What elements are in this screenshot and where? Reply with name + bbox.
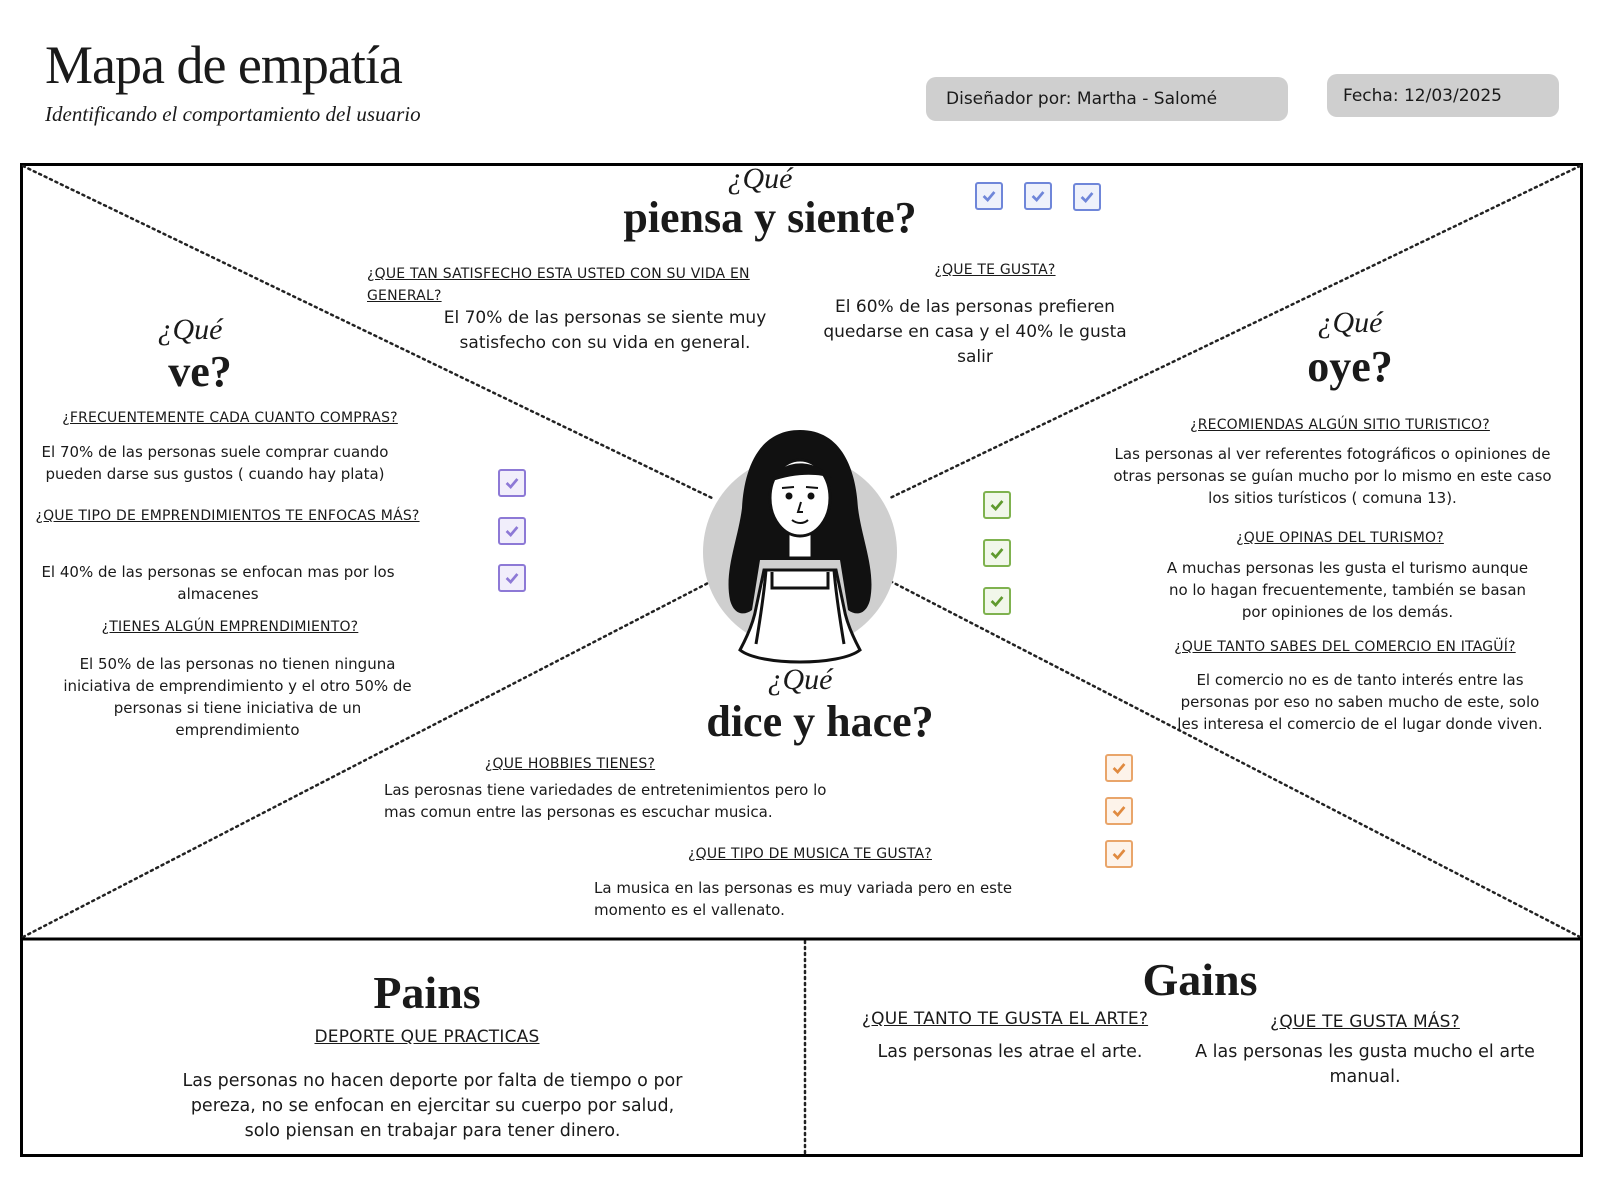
check-icon [1105,797,1133,825]
ve-question-1: ¿FRECUENTEMENTE CADA CUANTO COMPRAS? [62,410,398,426]
dice-que: ¿Qué [767,663,833,696]
pains-question-1: DEPORTE QUE PRACTICAS [314,1027,540,1047]
ve-question-3: ¿TIENES ALGÚN EMPRENDIMIENTO? [101,619,359,635]
piensa-answer-1: El 70% de las personas se siente muy satisfecho con su vida en general. [443,308,767,353]
oye-question-3: ¿QUE TANTO SABES DEL COMERCIO EN ITAGÜÍ? [1174,639,1516,655]
check-icon [1105,840,1133,868]
pains-answer-1: Las personas no hacen deporte por falta de tiempo o por pereza, no se enfocan en ejercitar su cuerpo por salud, solo piensan en trabajar para tener dinero. [182,1071,683,1141]
check-icon [983,587,1011,615]
piensa-que: ¿Qué [727,162,793,195]
piensa-answer-2: El 60% de las personas prefieren quedarse en casa y el 40% le gusta salir [823,297,1127,367]
page-title: Mapa de empatía [45,35,402,95]
pains-title: Pains [373,967,481,1018]
ve-title: ve? [168,347,232,396]
gains-question-1: ¿QUE TANTO TE GUSTA EL ARTE? [861,1009,1149,1029]
oye-answer-2: A muchas personas les gusta el turismo aunque no lo hagan frecuentemente, también se basan por opiniones de los demás. [1166,559,1529,621]
dice-title: dice y hace? [706,697,934,746]
woman-avatar-icon [700,420,900,670]
dice-question-2: ¿QUE TIPO DE MUSICA TE GUSTA? [688,846,932,862]
gains-question-2: ¿QUE TE GUSTA MÁS? [1270,1012,1460,1032]
ve-question-2: ¿QUE TIPO DE EMPRENDIMIENTOS TE ENFOCAS MÁS? [35,508,420,524]
oye-que: ¿Qué [1317,306,1383,339]
oye-title: oye? [1307,342,1393,391]
check-icon [1024,182,1052,210]
piensa-question-2: ¿QUE TE GUSTA? [934,262,1056,278]
page-subtitle: Identificando el comportamiento del usuario [45,102,421,126]
ve-answer-1: El 70% de las personas suele comprar cuando pueden darse sus gustos ( cuando hay plata) [41,443,389,483]
oye-answer-1: Las personas al ver referentes fotográficos o opiniones de otras personas se guían mucho por lo mismo en este caso los sitios turísticos ( comuna 13). [1113,445,1552,507]
check-icon [498,564,526,592]
gains-title: Gains [1142,954,1258,1005]
oye-question-1: ¿RECOMIENDAS ALGÚN SITIO TURISTICO? [1190,417,1490,433]
dice-answer-1: Las perosnas tiene variedades de entretenimientos pero lo mas comun entre las personas es escuchar musica. [384,781,827,821]
check-icon [983,491,1011,519]
dice-question-1: ¿QUE HOBBIES TIENES? [484,756,656,772]
piensa-question-1: ¿QUE TAN SATISFECHO ESTA USTED CON SU VIDA EN GENERAL? [367,266,750,304]
oye-question-2: ¿QUE OPINAS DEL TURISMO? [1236,530,1444,546]
ve-answer-3: El 50% de las personas no tienen ninguna iniciativa de emprendimiento y el otro 50% de personas si tiene iniciativa de un emprendimiento [63,655,412,739]
check-icon [975,182,1003,210]
designer-badge: Diseñador por: Martha - Salomé [926,77,1288,121]
gains-answer-1: Las personas les atrae el arte. [877,1042,1143,1062]
ve-que: ¿Qué [157,313,223,346]
check-icon [1073,183,1101,211]
gains-answer-2: A las personas les gusta mucho el arte manual. [1195,1042,1535,1087]
check-icon [1105,754,1133,782]
check-icon [983,539,1011,567]
dice-answer-2: La musica en las personas es muy variada pero en este momento es el vallenato. [594,879,1013,919]
date-badge: Fecha: 12/03/2025 [1327,74,1559,117]
check-icon [498,517,526,545]
piensa-title: piensa y siente? [623,193,917,242]
check-icon [498,469,526,497]
oye-answer-3: El comercio no es de tanto interés entre las personas por eso no saben mucho de este, solo les interesa el comercio de el lugar donde viven. [1177,671,1543,733]
ve-answer-2: El 40% de las personas se enfocan mas por los almacenes [41,563,395,603]
